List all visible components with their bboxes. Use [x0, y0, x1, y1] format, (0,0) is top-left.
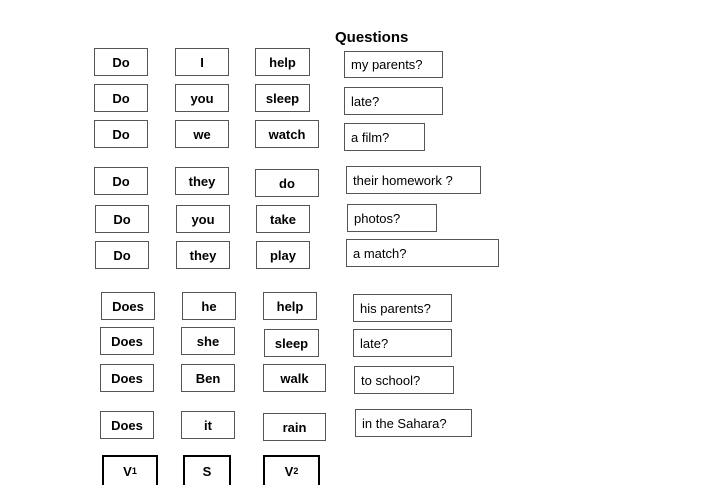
aux-box: Does	[100, 364, 154, 392]
subject-box: they	[175, 167, 229, 195]
rest-box: my parents?	[344, 51, 443, 78]
subject-box: she	[181, 327, 235, 355]
verb-box: sleep	[264, 329, 319, 357]
header-s	[183, 455, 231, 485]
subject-box: Ben	[181, 364, 235, 392]
verb-box: sleep	[255, 84, 310, 112]
subject-box: we	[175, 120, 229, 148]
subject-box: it	[181, 411, 235, 439]
subject-box: they	[176, 241, 230, 269]
header-s-base: S	[202, 463, 212, 479]
header-v1-sub: 1	[131, 466, 137, 476]
rest-box: late?	[344, 87, 443, 115]
verb-box: play	[256, 241, 310, 269]
header-v2	[263, 455, 320, 485]
verb-box: rain	[263, 413, 326, 441]
aux-box: Do	[94, 120, 148, 148]
subject-box: you	[175, 84, 229, 112]
verb-box: take	[256, 205, 310, 233]
aux-box: Do	[95, 205, 149, 233]
header-v2-base: V	[284, 463, 294, 479]
header-v1-base: V	[123, 463, 132, 479]
page-title: Questions	[335, 29, 409, 46]
rest-box: photos?	[347, 204, 437, 232]
verb-box: walk	[263, 364, 326, 392]
rest-box: a film?	[344, 123, 425, 151]
header-v1	[102, 455, 158, 485]
aux-box: Does	[100, 411, 154, 439]
aux-box: Do	[94, 48, 148, 76]
verb-box: help	[263, 292, 317, 320]
rest-box: their homework ?	[346, 166, 481, 194]
aux-box: Do	[94, 84, 148, 112]
header-v2-sub: 2	[293, 466, 299, 476]
rest-box: late?	[353, 329, 452, 357]
subject-box: you	[176, 205, 230, 233]
rest-box: in the Sahara?	[355, 409, 472, 437]
rest-box: a match?	[346, 239, 499, 267]
verb-box: do	[255, 169, 319, 197]
aux-box: Does	[101, 292, 155, 320]
rest-box: to school?	[354, 366, 454, 394]
aux-box: Does	[100, 327, 154, 355]
rest-box: his parents?	[353, 294, 452, 322]
aux-box: Do	[94, 167, 148, 195]
verb-box: watch	[255, 120, 319, 148]
aux-box: Do	[95, 241, 149, 269]
subject-box: I	[175, 48, 229, 76]
verb-box: help	[255, 48, 310, 76]
subject-box: he	[182, 292, 236, 320]
